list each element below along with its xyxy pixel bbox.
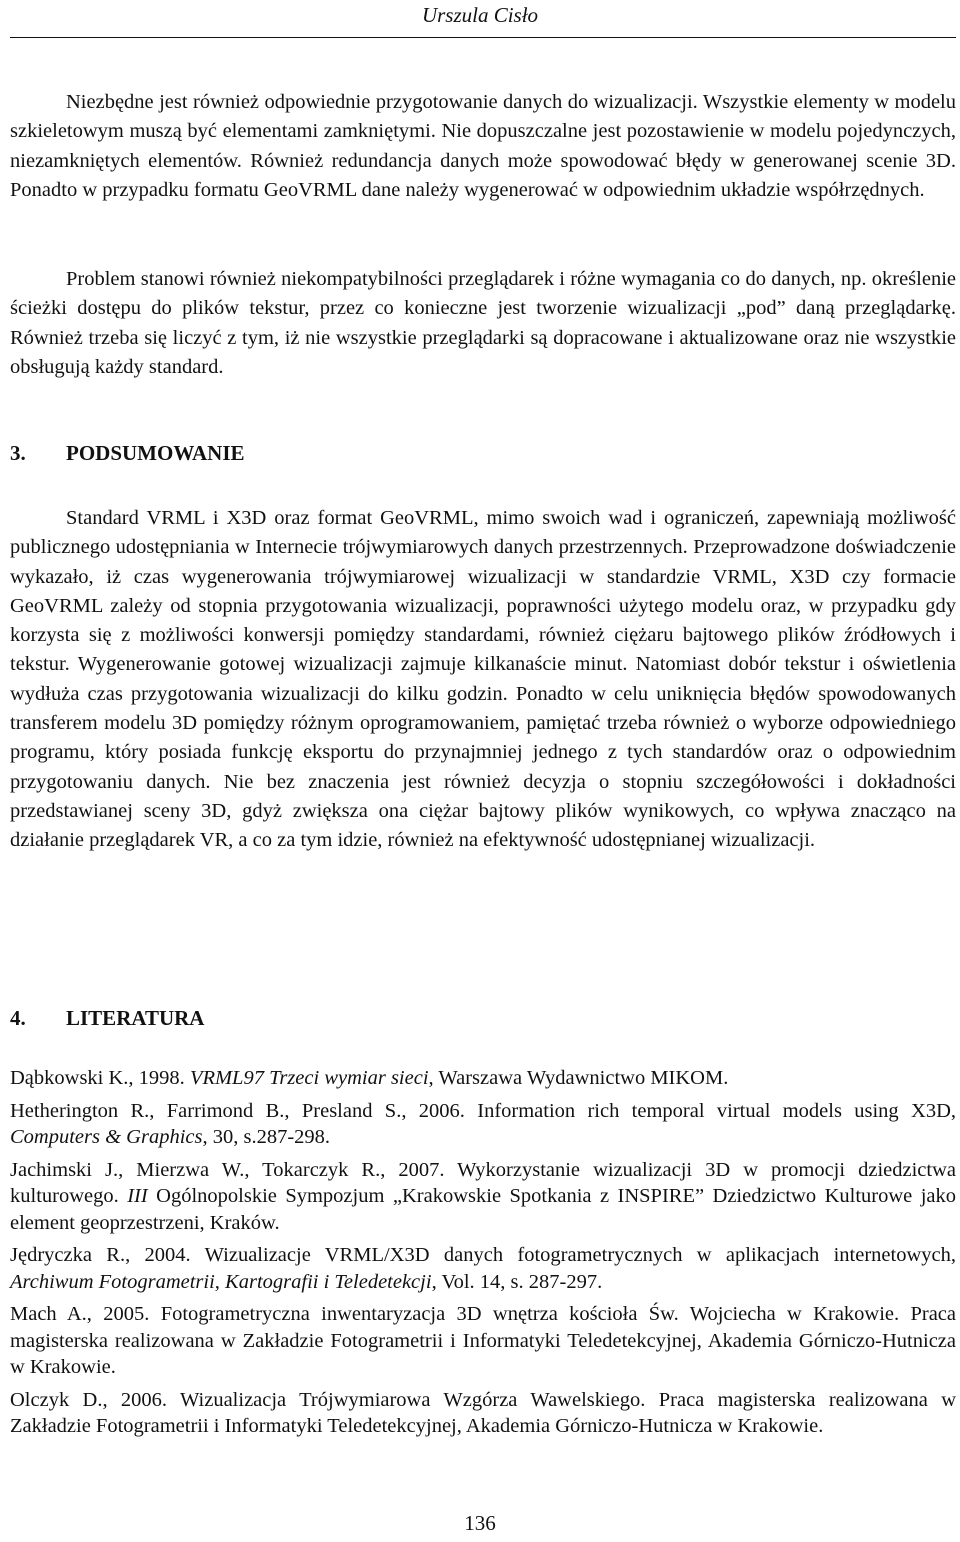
- section-heading-summary: [10, 441, 245, 466]
- summary-paragraph: Standard VRML i X3D oraz format GeoVRML, mimo swoich wad i ograniczeń, zapewniają możliwość publicznego udostępniania w Internecie trójwymiarowych danych przestrzennych. Przeprowadzone doświadczenie wykazało, iż czas wygenerowania trójwymiarowej wizualizacji w standardzie VRML, X3D czy formacie GeoVRML zależy od stopnia przygotowania wizualizacji, poprawności użytego modelu oraz, w przypadku gdy korzysta się z możliwości konwersji pomiędzy standardami, również ciężaru bajtowego plików źródłowych i tekstur. Wygenerowanie gotowej wizualizacji zajmuje kilkanaście minut. Natomiast dobór tekstur i oświetlenia wydłuża czas przygotowania wizualizacji do kilku godzin. Ponadto w celu uniknięcia błędów spowodowanych transferem modelu 3D pomiędzy różnym oprogramowaniem, pamiętać trzeba również o wyborze odpowiedniego programu, który posiada funkcję eksportu do przynajmniej jednego z tych standardów oraz o odpowiednim przygotowaniu danych. Nie bez znaczenia jest również decyzja o stopniu szczegółowości i dokładności przedstawianej sceny 3D, gdyż zwiększa ona ciężar bajtowy plików wynikowych, co wpływa znacząco na działanie przeglądarek VR, a co za tym idzie, również na efektywność udostępnianej wizualizacji.: [10, 507, 956, 852]
- section-number: 4.: [10, 1006, 26, 1030]
- section-title: LITERATURA: [66, 1006, 205, 1030]
- body-paragraph-2: Problem stanowi również niekompatybilności przeglądarek i różne wymagania co do danych, np. określenie ścieżki dostępu do plików tekstur, przez co konieczne jest tworzenie wizualizacji „pod” daną przeglądarkę. Również trzeba się liczyć z tym, iż nie wszystkie przeglądarki są dopracowane i aktualizowane oraz nie wszystkie obsługują każdy standard.: [10, 268, 956, 378]
- section-number: 3.: [10, 441, 26, 465]
- reference-item: Jachimski J., Mierzwa W., Tokarczyk R., 2007. Wykorzystanie wizualizacji 3D w promocji dziedzictwa kulturowego. III Ogólnopolskie Sympozjum „Krakowskie Spotkania z INSPIRE” Dziedzictwo Kulturowe jako element geoprzestrzeni, Kraków.: [10, 1158, 957, 1234]
- reference-list: [10, 1065, 956, 1446]
- reference-item: Hetherington R., Farrimond B., Presland S., 2006. Information rich temporal virtual models using X3D, Computers & Graphics, 30, s.287-298.: [10, 1099, 956, 1148]
- body-paragraph-1: Niezbędne jest również odpowiednie przygotowanie danych do wizualizacji. Wszystkie elementy w modelu szkieletowym muszą być elementami zamkniętymi. Nie dopuszczalne jest pozostawienie w modelu pojedynczych, niezamkniętych elementów. Również redundancja danych może spowodować błędy w generowanej scenie 3D. Ponadto w przypadku formatu GeoVRML dane należy wygenerować w odpowiednim układzie współrzędnych.: [10, 91, 956, 201]
- section-heading-literature: [10, 1006, 204, 1031]
- header-rule: [10, 37, 956, 38]
- reference-item: Dąbkowski K., 1998. VRML97 Trzeci wymiar sieci, Warszawa Wydawnictwo MIKOM.: [10, 1067, 729, 1089]
- reference-item: Jędryczka R., 2004. Wizualizacje VRML/X3D danych fotogrametrycznych w aplikacjach internetowych, Archiwum Fotogrametrii, Kartografii i Teledetekcji, Vol. 14, s. 287-297.: [10, 1244, 956, 1293]
- reference-item: Olczyk D., 2006. Wizualizacja Trójwymiarowa Wzgórza Wawelskiego. Praca magisterska realizowana w Zakładzie Fotogrametrii i Informatyki Teledetekcyjnej, Akademia Górniczo-Hutnicza w Krakowie.: [10, 1388, 956, 1437]
- reference-item: Mach A., 2005. Fotogrametryczna inwentaryzacja 3D wnętrza kościoła Św. Wojciecha w Krakowie. Praca magisterska realizowana w Zakładzie Fotogrametrii i Informatyki Teledetekcyjnej, Akademia Górniczo-Hutnicza w Krakowie.: [10, 1303, 956, 1378]
- running-header-author: Urszula Cisło: [421, 3, 539, 27]
- page-number: 136: [464, 1511, 496, 1535]
- section-title: PODSUMOWANIE: [66, 441, 245, 465]
